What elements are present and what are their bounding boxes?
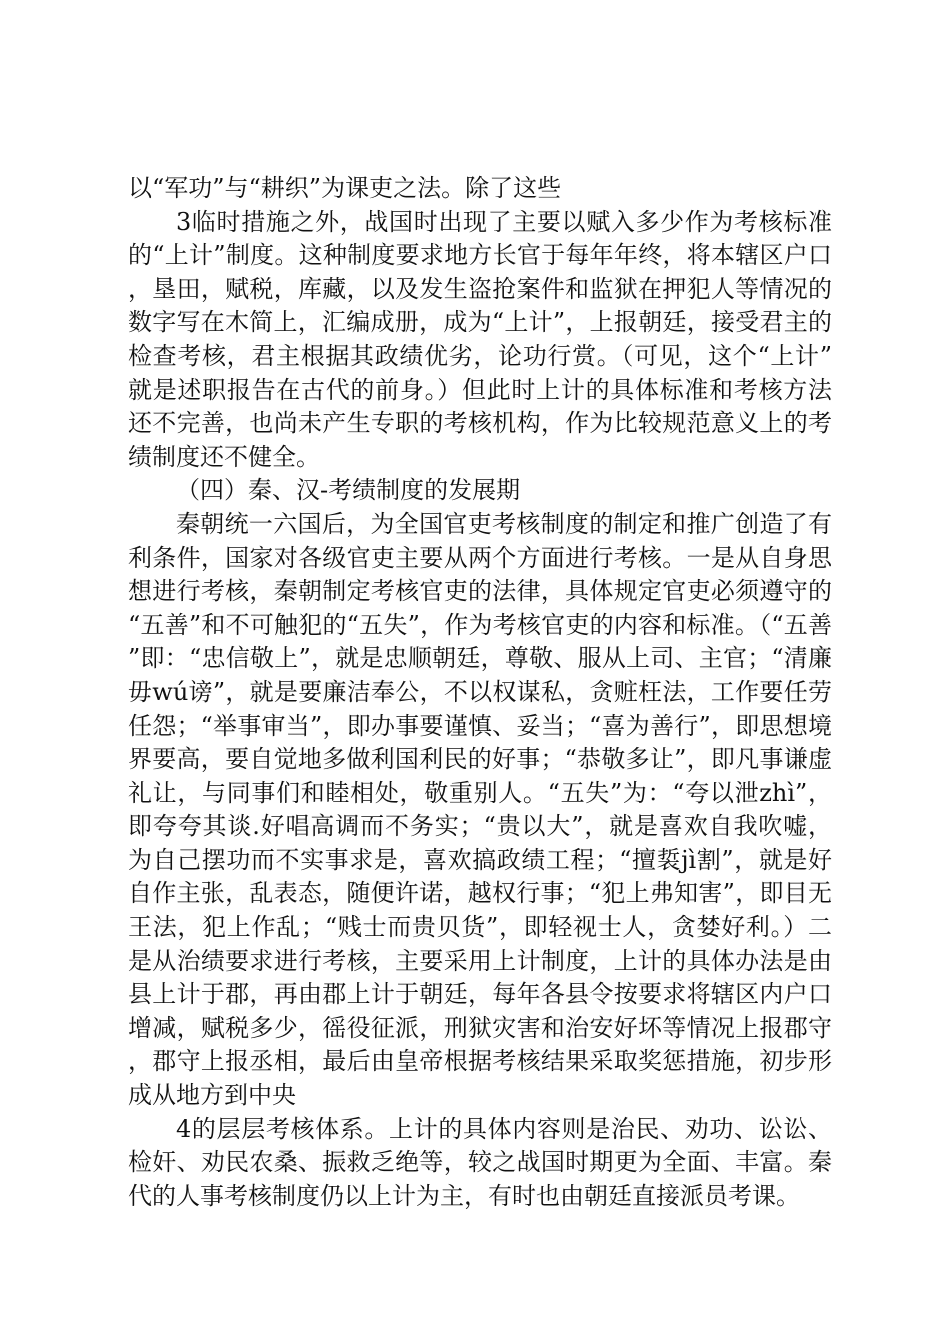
- document-page: [128, 172, 832, 1213]
- paragraph-shangji-system: 3临时措施之外，战国时出现了主要以赋入多少作为考核标准的“上计”制度。这种制度要求地方长官于每年年终，将本辖区户口，垦田，赋税，库藏，以及发生盗抢案件和监狱在押犯人等情况的数字写在木简上，汇编成册，成为“上计”，上报朝廷，接受君主的检查考核，君主根据其政绩优劣，论功行赏。（可见，这个“上计”就是述职报告在古代的前身。）但此时上计的具体标准和考核方法还不完善，也尚未产生专职的考核机构，作为比较规范意义上的考绩制度还不健全。: [128, 207, 832, 471]
- section-heading-qin-han: （四）秦、汉-考绩制度的发展期: [176, 476, 521, 505]
- paragraph-qin-assessment: 秦朝统一六国后，为全国官吏考核制度的制定和推广创造了有利条件，国家对各级官吏主要从两个方面进行考核。一是从自身思想进行考核，秦朝制定考核官吏的法律，具体规定官吏必须遵守的“五善”和不可触犯的“五失”，作为考核官吏的内容和标准。（“五善”即：“忠信敬上”，就是忠顺朝廷，尊敬、服从上司、主官；“清廉毋wú谤”，就是要廉洁奉公，不以权谋私，贪赃枉法，工作要任劳任怨；“举事审当”，即办事要谨慎、妥当；“喜为善行”，即思想境界要高，要自觉地多做利国利民的好事；“恭敬多让”，即凡事谦虚礼让，与同事们和睦相处，敬重别人。“五失”为：“夸以泄zhì”，即夸夸其谈.好唱高调而不务实；“贵以大”，就是喜欢自我吹嘘，为自己摆功而不实事求是，喜欢搞政绩工程；“擅裚jì割”，就是好自作主张，乱表态，随便许诺，越权行事；“犯上弗知害”，即目无王法，犯上作乱；“贱士而贵贝货”，即轻视士人，贪婪好利。）二是从治绩要求进行考核，主要采用上计制度，上计的具体办法是由县上计于郡，再由郡上计于朝廷，每年各县令按要求将辖区内户口增减，赋税多少，徭役征派，刑狱灾害和治安好坏等情况上报郡守，郡守上报丞相，最后由皇帝根据考核结果采取奖惩措施，初步形成从地方到中央: [128, 509, 832, 1110]
- paragraph-assessment-hierarchy: 4的层层考核体系。上计的具体内容则是治民、劝功、讼讼、检奸、劝民农桑、振救乏绝等，较之战国时期更为全面、丰富。秦代的人事考核制度仍以上计为主，有时也由朝廷直接派员考课。: [128, 1114, 832, 1210]
- paragraph-intro-fragment: 以“军功”与“耕织”为课吏之法。除了这些: [128, 174, 562, 202]
